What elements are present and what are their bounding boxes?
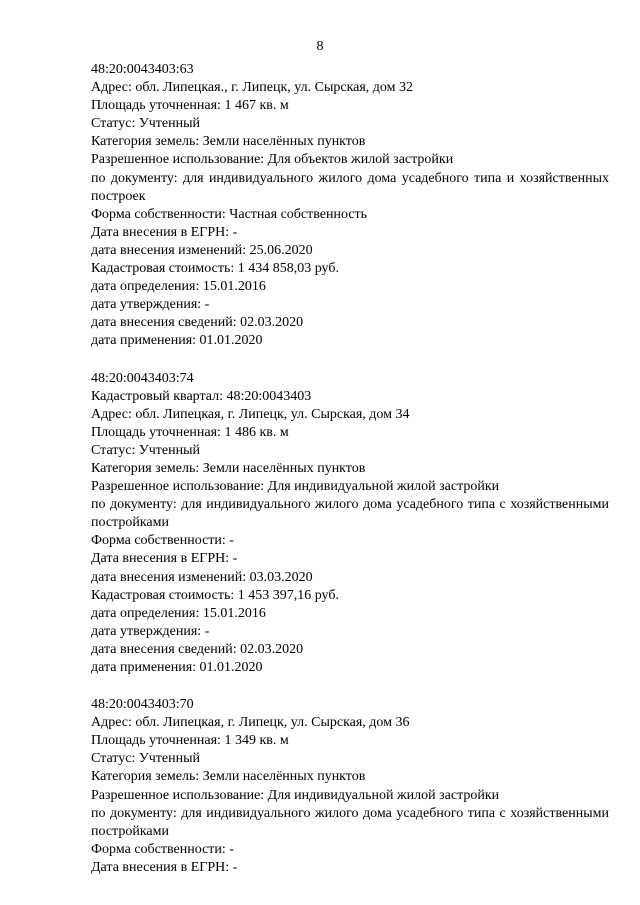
status: Статус: Учтенный (91, 116, 200, 132)
cadastral-number: 48:20:0043403:74 (91, 370, 194, 386)
address: Адрес: обл. Липецкая, г. Липецк, ул. Сырская, дом 36 (91, 715, 410, 731)
page-number: 8 (316, 39, 324, 54)
record-3 (59, 696, 609, 877)
info-entry-date: дата внесения сведений: 02.03.2020 (91, 315, 304, 331)
cadastral-number: 48:20:0043403:63 (91, 62, 194, 77)
cadastral-number: 48:20:0043403:70 (91, 697, 194, 713)
record-1 (59, 61, 609, 351)
land-category: Категория земель: Земли населённых пунктов (91, 769, 366, 785)
area: Площадь уточненная: 1 467 кв. м (91, 98, 289, 114)
address: Адрес: обл. Липецкая., г. Липецк, ул. Сырская, дом 32 (91, 80, 414, 96)
egrn-date: Дата внесения в ЕГРН: - (91, 224, 238, 240)
application-date: дата применения: 01.01.2020 (91, 333, 263, 349)
change-date: дата внесения изменений: 25.06.2020 (91, 242, 313, 258)
application-date: дата применения: 01.01.2020 (91, 660, 263, 675)
cadastral-value: Кадастровая стоимость: 1 453 397,16 руб. (91, 587, 339, 603)
record-2 (59, 370, 609, 678)
cadastral-quarter: Кадастровый квартал: 48:20:0043403 (91, 388, 312, 404)
by-document: по документу: для индивидуального жилого дома усадебного типа с хозяйственными постройками (91, 497, 609, 531)
determination-date: дата определения: 15.01.2016 (91, 279, 266, 295)
land-category: Категория земель: Земли населённых пунктов (91, 134, 366, 150)
approval-date: дата утверждения: - (91, 297, 210, 313)
permitted-use: Разрешенное использование: Для объектов жилой застройки (91, 152, 454, 168)
info-entry-date: дата внесения сведений: 02.03.2020 (91, 641, 304, 657)
area: Площадь уточненная: 1 486 кв. м (91, 424, 289, 440)
area: Площадь уточненная: 1 349 кв. м (91, 733, 289, 749)
permitted-use: Разрешенное использование: Для индивидуальной жилой застройки (91, 787, 500, 803)
land-category: Категория земель: Земли населённых пунктов (91, 460, 366, 476)
approval-date: дата утверждения: - (91, 623, 210, 639)
ownership-form: Форма собственности: - (91, 533, 234, 549)
document-body (59, 61, 609, 877)
by-document: по документу: для индивидуального жилого дома усадебного типа и хозяйственных построек (91, 170, 609, 204)
status: Статус: Учтенный (91, 751, 200, 767)
change-date: дата внесения изменений: 03.03.2020 (91, 569, 313, 585)
status: Статус: Учтенный (91, 442, 200, 458)
by-document: по документу: для индивидуального жилого дома усадебного типа с хозяйственными постройками (91, 805, 609, 839)
determination-date: дата определения: 15.01.2016 (91, 605, 266, 621)
address: Адрес: обл. Липецкая, г. Липецк, ул. Сырская, дом 34 (91, 406, 410, 422)
ownership-form: Форма собственности: Частная собственность (91, 206, 368, 222)
cadastral-value: Кадастровая стоимость: 1 434 858,03 руб. (91, 261, 339, 277)
ownership-form: Форма собственности: - (91, 841, 234, 857)
egrn-date: Дата внесения в ЕГРН: - (91, 859, 238, 875)
egrn-date: Дата внесения в ЕГРН: - (91, 551, 238, 567)
permitted-use: Разрешенное использование: Для индивидуальной жилой застройки (91, 479, 500, 495)
